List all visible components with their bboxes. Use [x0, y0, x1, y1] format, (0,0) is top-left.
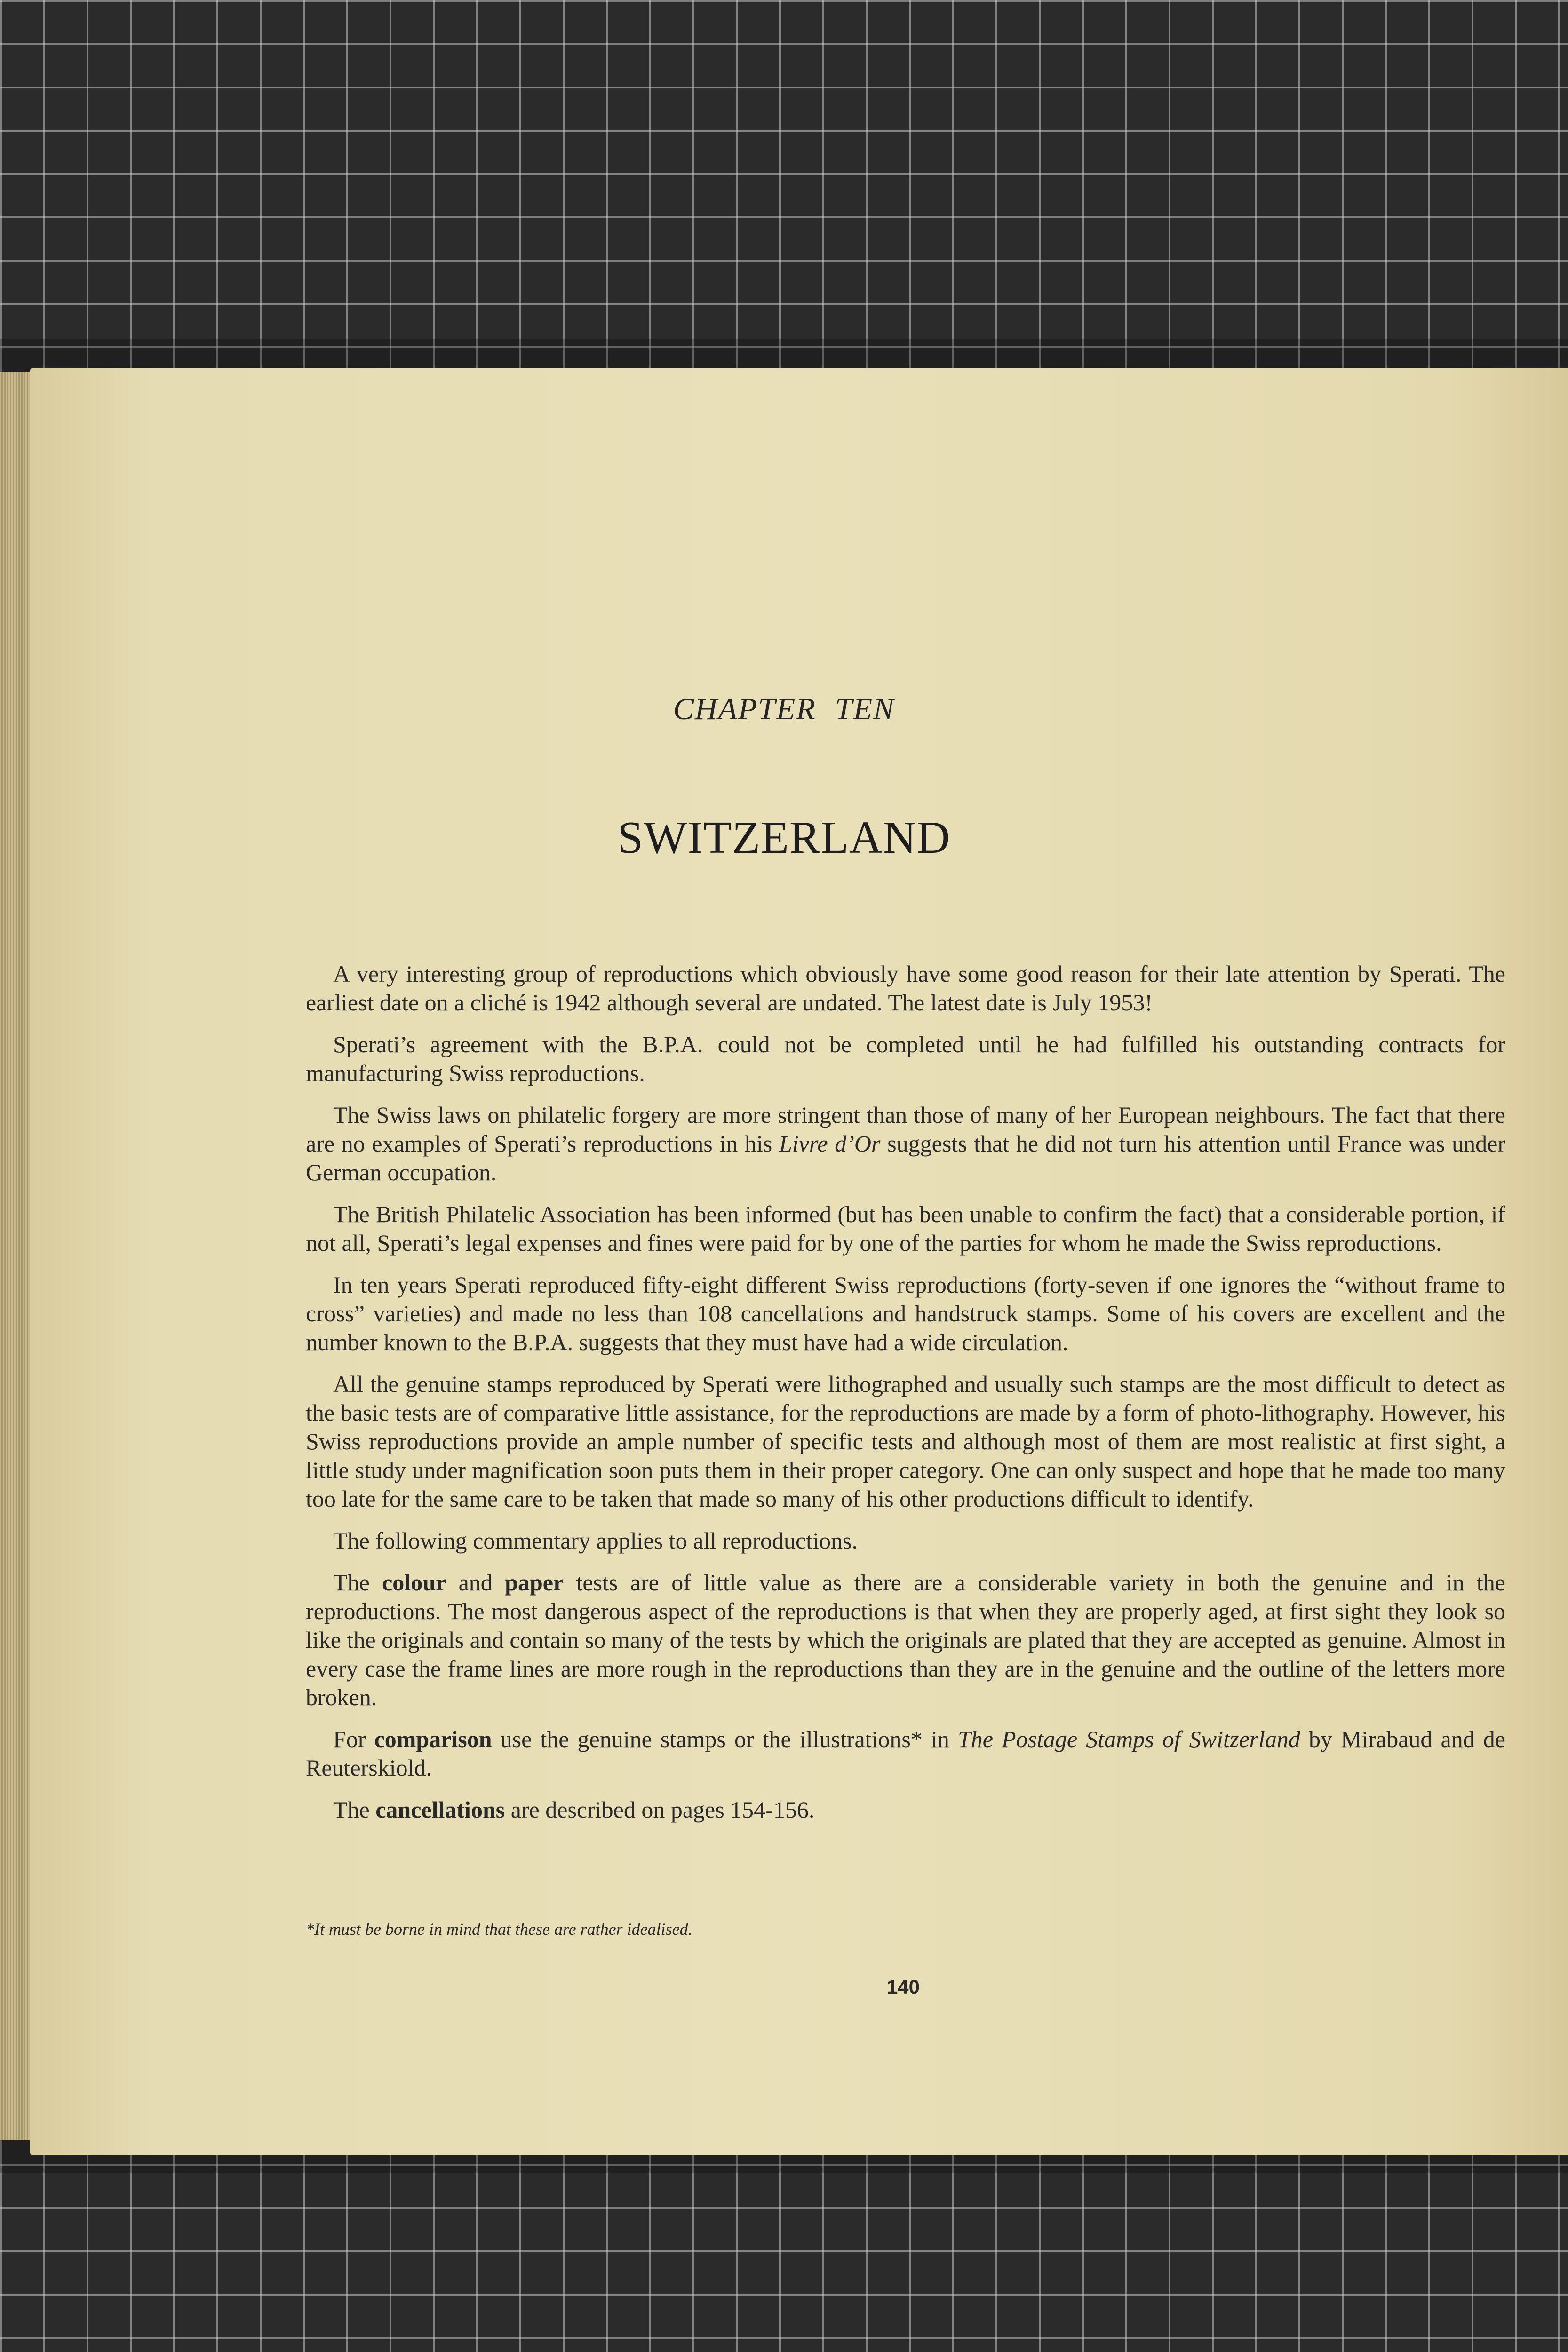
- paragraph-commentary: The following commentary applies to all reproductions.: [333, 1527, 858, 1554]
- paragraph-intro: A very interesting group of reproductions which obviously have some good reason for their late attention by Sperati. The earliest date on a cliché is 1942 although several are undated. The latest date is July 1953!: [306, 961, 1505, 1016]
- paragraph-bpa-informed: The British Philatelic Association has been informed (but has been unable to confirm the fact) that a considerable portion, if not all, Sperati’s legal expenses and fines were paid for by one of the parties for whom he made the Swiss reproductions.: [306, 1201, 1505, 1256]
- paragraph-lithographed: All the genuine stamps reproduced by Sperati were lithographed and usually such stamps are the most difficult to detect as the basic tests are of comparative little assistance, for the reproductions are made by a form of photo-lithography. However, his Swiss reproductions provide an ample number of specific tests and although most of them are most realistic at first sight, a little study under magnification soon puts them in their proper category. One can only suspect and hope that he made too many too late for the same care to be taken that made so many of his other productions difficult to identify.: [306, 1371, 1505, 1512]
- bold-term-colour: colour: [382, 1569, 446, 1596]
- text-span: suggests that he did not turn his attention until France was under German occupation.: [306, 1130, 1505, 1185]
- text-span: are described on pages 154-156.: [505, 1796, 815, 1823]
- text-span: use the genuine stamps or the illustrations* in: [492, 1726, 958, 1752]
- text-span: tests are of little value as there are a considerable variety in both the genuine and in the reproductions. The most dangerous aspect of the reproductions is that when they are properly aged, at first sight they look so like the originals and contain so many of the tests by which the originals are plated that they are accepted as genuine. Almost in every case the frame lines are more rough in the reproductions than they are in the genuine and the outline of the letters more broken.: [306, 1569, 1505, 1710]
- paragraph-swiss-laws: [306, 1101, 1505, 1187]
- bold-term-comparison: comparison: [374, 1726, 492, 1752]
- text-span: The: [333, 1569, 382, 1596]
- text-span: The: [333, 1796, 376, 1823]
- body-text: [306, 960, 1505, 1837]
- paragraph-cancellations: [306, 1796, 1505, 1824]
- paragraph-comparison: [306, 1725, 1505, 1782]
- bold-term-cancellations: cancellations: [375, 1796, 505, 1823]
- chapter-title: SWITZERLAND: [617, 812, 951, 863]
- page-number: 140: [886, 1976, 920, 1998]
- text-span: For: [333, 1726, 374, 1752]
- footnote: *It must be borne in mind that these are rather idealised.: [306, 1920, 692, 1939]
- text-span: The Swiss laws on philatelic forgery are more stringent than those of many of her European neighbours. The fact that there are no examples of Sperati’s reproductions in his: [306, 1102, 1505, 1157]
- paragraph-agreement: Sperati’s agreement with the B.P.A. could not be completed until he had fulfilled his outstanding contracts for manufacturing Swiss reproductions.: [306, 1031, 1505, 1086]
- book-title-livre-dor: Livre d’Or: [779, 1130, 881, 1157]
- bold-term-paper: paper: [505, 1569, 564, 1596]
- text-span: by Mirabaud and de Reuterskiold.: [306, 1726, 1505, 1781]
- chapter-label: CHAPTER TEN: [673, 692, 895, 726]
- page-edges: [0, 372, 34, 2140]
- paragraph-ten-years: In ten years Sperati reproduced fifty-eight different Swiss reproductions (forty-seven if one ignores the “without frame to cross” varieties) and made no less than 108 cancellations and handstruck stamps. Some of his covers are excellent and the number known to the B.P.A. suggests that they must have had a wide circulation.: [306, 1271, 1505, 1355]
- book-title-postage-stamps: The Postage Stamps of Switzerland: [957, 1726, 1300, 1752]
- paragraph-colour-paper: [306, 1568, 1505, 1712]
- text-span: and: [446, 1569, 505, 1596]
